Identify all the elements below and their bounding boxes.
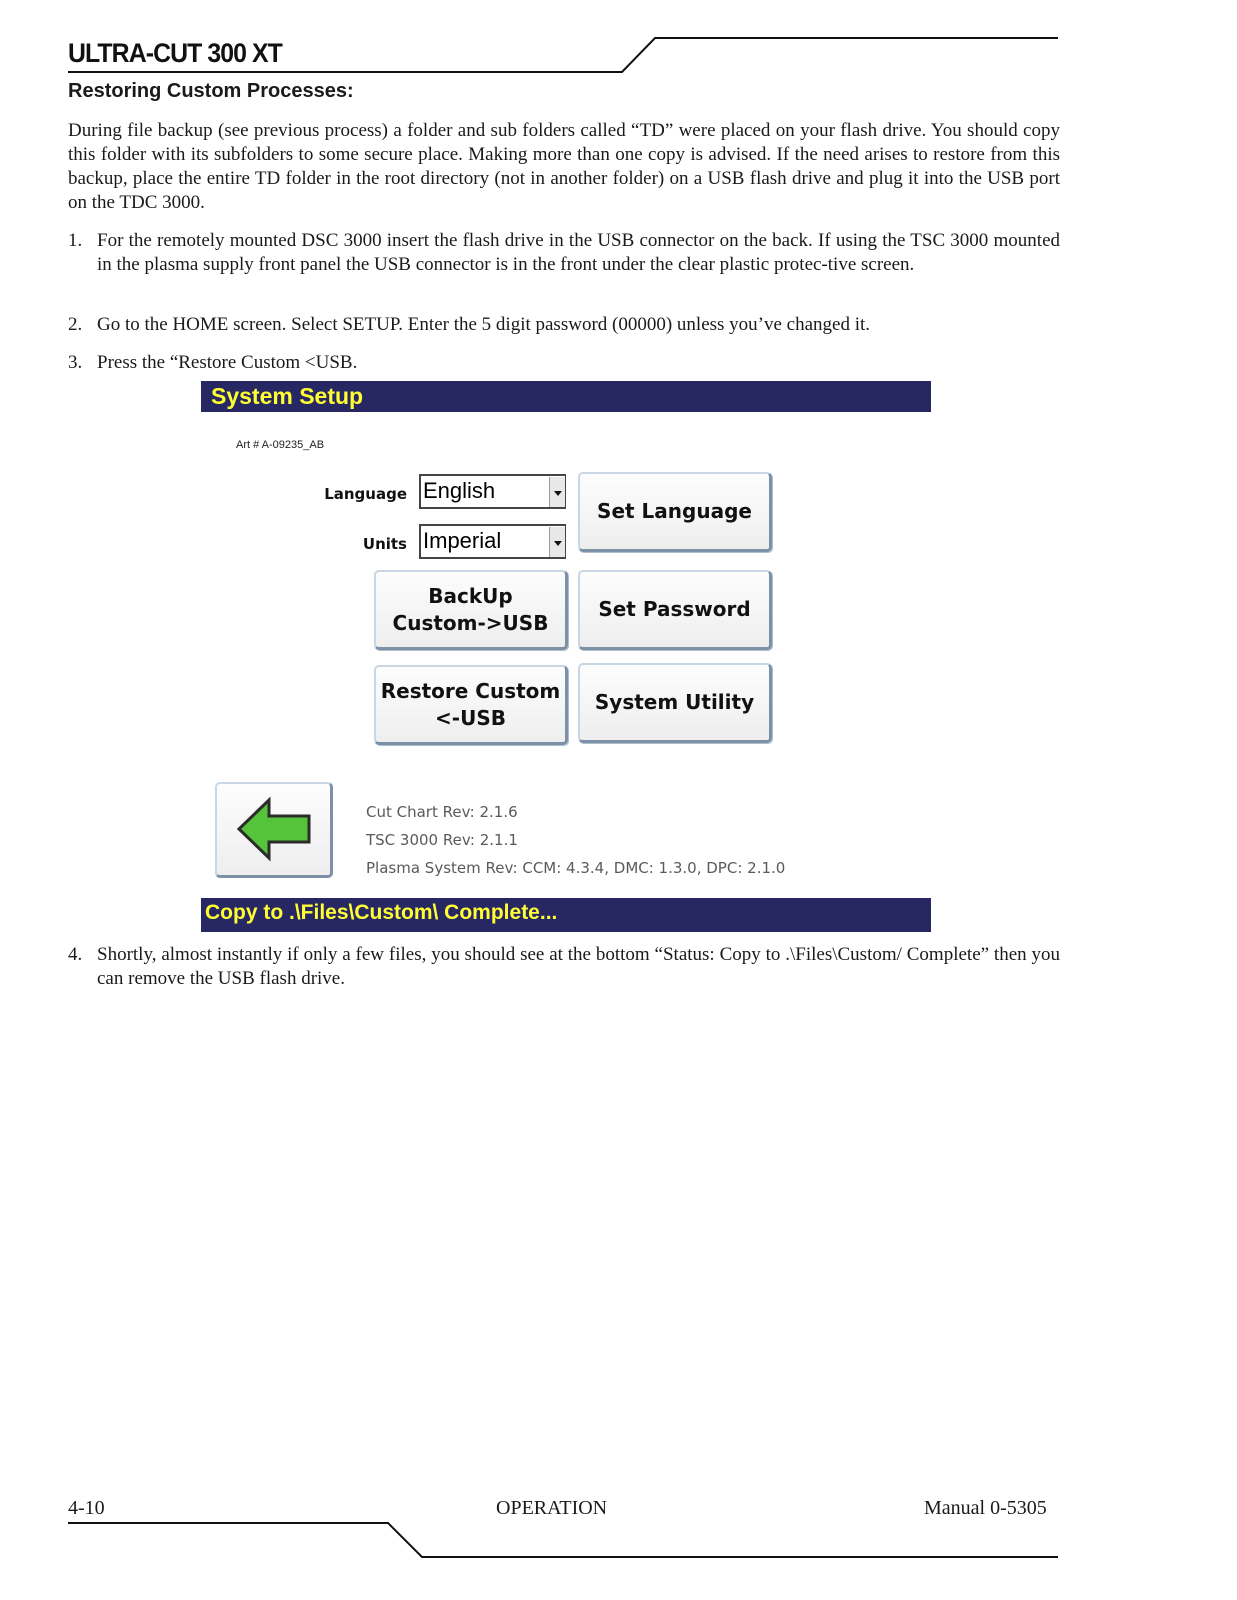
step-number: 1. — [68, 230, 83, 251]
page-number: 4-10 — [68, 1497, 105, 1519]
step-number: 2. — [68, 314, 83, 335]
backup-custom-usb-button[interactable] — [374, 570, 568, 650]
screen-title-bar: System Setup — [201, 381, 931, 412]
back-arrow-icon — [235, 796, 313, 862]
set-language-button[interactable] — [578, 472, 772, 552]
manual-number: Manual 0-5305 — [924, 1497, 1047, 1519]
units-value: Imperial — [423, 528, 502, 553]
step-text: Press the “Restore Custom <USB. — [97, 352, 358, 373]
section-heading: Restoring Custom Processes: — [68, 80, 354, 102]
backup-label: BackUp Custom->USB — [392, 583, 549, 635]
set-password-button[interactable] — [578, 570, 772, 650]
intro-paragraph: During file backup (see previous process) a folder and sub folders called “TD” were placed on your flash drive. You should copy this folder with its subfolders to some secure place. Making more than one copy is advised. If the need arises to restore from this backup, place the entire TD folder in the root directory (not in another folder) on a USB flash drive and plug it into the USB port on the TDC 3000. — [68, 120, 1060, 213]
step-text: Go to the HOME screen. Select SETUP. Enter the 5 digit password (00000) unless you’ve changed it. — [97, 314, 871, 335]
tsc-revision: TSC 3000 Rev: 2.1.1 — [366, 831, 518, 849]
restore-custom-usb-button[interactable] — [374, 665, 568, 745]
units-select[interactable] — [419, 524, 566, 559]
footer-section: OPERATION — [496, 1497, 608, 1519]
back-button[interactable] — [215, 782, 333, 878]
units-label: Units — [362, 535, 407, 553]
step-text: For the remotely mounted DSC 3000 insert the flash drive in the USB connector on the back. If using the TSC 3000 mounted in the plasma supply front panel the USB connector is in the front under the clear plastic protec-tive screen. — [97, 230, 1060, 275]
plasma-system-revision: Plasma System Rev: CCM: 4.3.4, DMC: 1.3.0, DPC: 2.1.0 — [366, 859, 786, 877]
status-bar: Copy to .\Files\Custom\ Complete... — [201, 898, 931, 932]
language-select[interactable] — [419, 474, 566, 509]
restore-label: Restore Custom <-USB — [380, 678, 561, 730]
system-utility-button[interactable] — [578, 663, 772, 743]
step-text: Shortly, almost instantly if only a few files, you should see at the bottom “Status: Copy to .\Files\Custom/ Complete” then you can remove the USB flash drive. — [97, 944, 1060, 989]
set-language-label: Set Language — [597, 499, 752, 523]
set-password-label: Set Password — [598, 597, 751, 621]
step-number: 3. — [68, 352, 83, 373]
document-title: ULTRA-CUT 300 XT — [68, 38, 282, 68]
step-4 — [68, 943, 1060, 991]
system-utility-label: System Utility — [594, 690, 755, 714]
art-number: Art # A-09235_AB — [236, 439, 325, 451]
system-setup-screen — [201, 381, 932, 933]
cut-chart-revision: Cut Chart Rev: 2.1.6 — [366, 803, 518, 821]
step-2 — [68, 313, 1060, 337]
language-label: Language — [324, 485, 407, 503]
dropdown-arrow-icon[interactable] — [549, 477, 565, 507]
language-value: English — [423, 478, 496, 503]
step-number: 4. — [68, 944, 83, 965]
dropdown-arrow-icon[interactable] — [549, 527, 565, 557]
step-3 — [68, 351, 1060, 375]
step-1 — [68, 229, 1060, 277]
